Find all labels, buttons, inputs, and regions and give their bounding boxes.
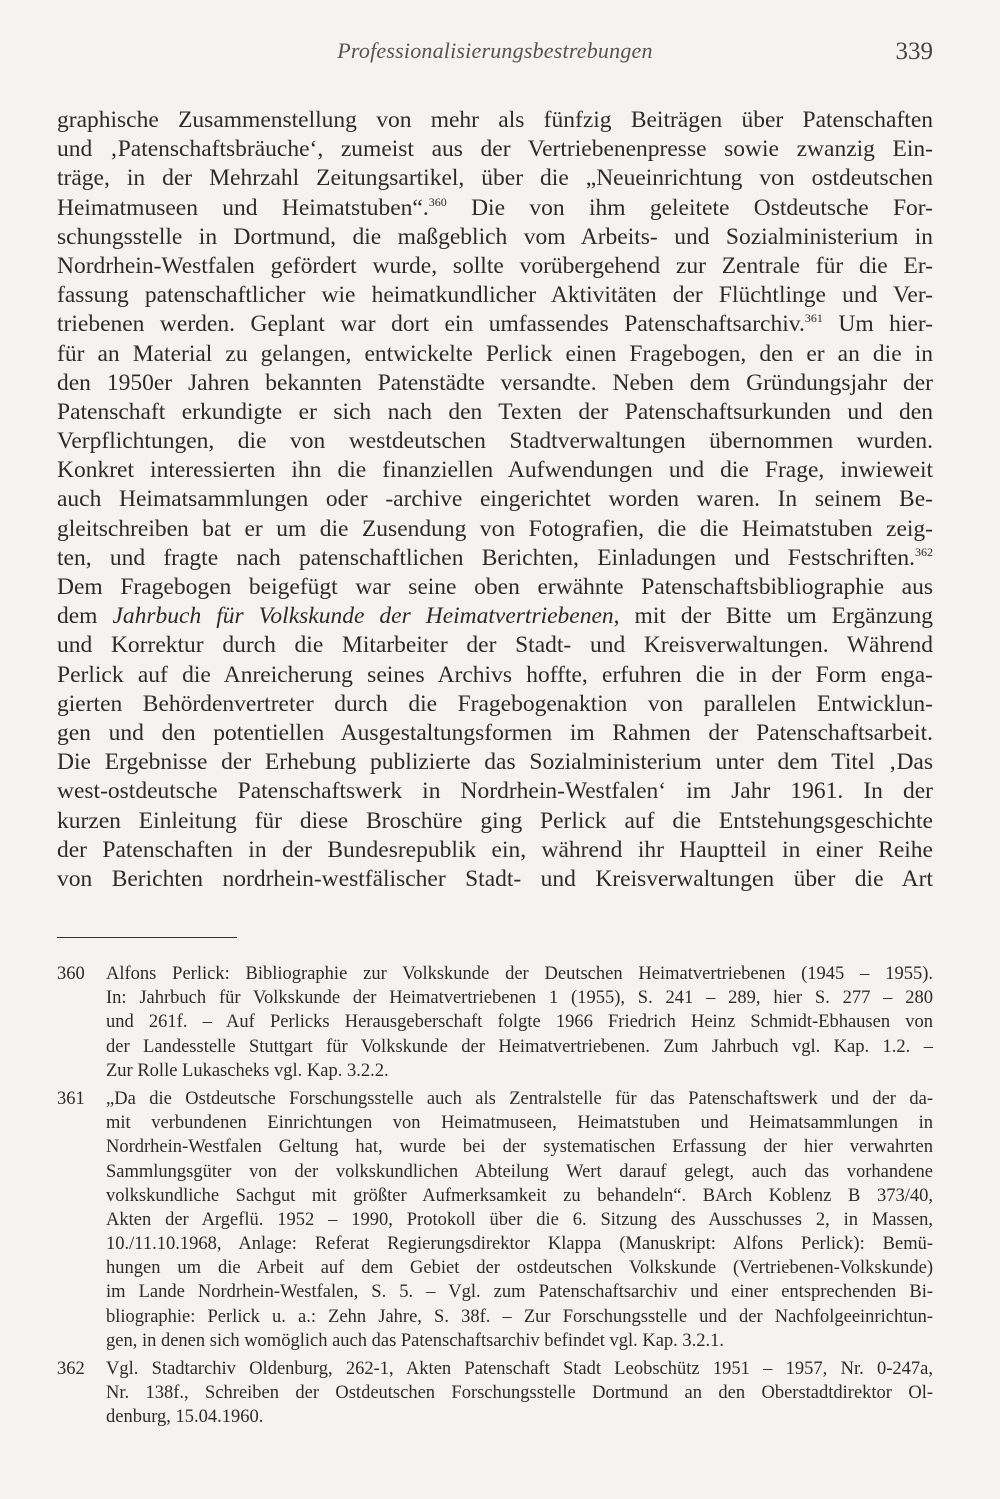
text-segment: Um hier- [838, 311, 933, 338]
page-number: 339 [895, 38, 933, 65]
text-line: Patenschaft erkundigte er sich nach den Texten der Patenschaftsurkunden und den [57, 398, 933, 425]
text-line: von Berichten nordrhein-westfälischer Stadt- und Kreisverwaltungen über die Art [57, 865, 933, 892]
footnote-line: Akten der Argeflü. 1952 – 1990, Protokoll über die 6. Sitzung des Ausschusses 2, in Massen, [106, 1209, 933, 1230]
footnote-line: im Lande Nordrhein-Westfalen, S. 5. – Vgl. zum Patenschaftsarchiv und einer entsprechenden Bi- [106, 1282, 933, 1303]
text-line: gleitschreiben bat er um die Zusendung von Fotografien, die die Heimatstuben zeig- [57, 515, 933, 542]
footnote-line: Nordrhein-Westfalen Geltung hat, wurde bei der systematischen Erfassung der hier verwahrten [106, 1137, 933, 1158]
footnote-line: gen, in denen sich womöglich auch das Patenschaftsarchiv befindet vgl. Kap. 3.2.1. [106, 1330, 725, 1351]
text-segment: triebenen werden. Geplant war dort ein umfassendes Patenschaftsarchiv. [57, 311, 805, 338]
running-header [57, 38, 933, 78]
footnote-line: Alfons Perlick: Bibliographie zur Volkskunde der Deutschen Heimatvertriebenen (1945 – 1955). [106, 964, 933, 984]
text-line: Dem Fragebogen beigefügt war seine oben erwähnte Patenschaftsbibliographie aus [57, 574, 933, 600]
footnote-line: hungen um die Arbeit auf dem Gebiet der ostdeutschen Volkskunde (Vertriebenen-Volkskunde) [106, 1258, 933, 1279]
text-line: fassung patenschaftlicher wie heimatkundlicher Aktivitäten der Flüchtlinge und Ver- [57, 282, 933, 309]
footnote-line: denburg, 15.04.1960. [106, 1407, 264, 1428]
text-line: auch Heimatsammlungen oder -archive eingerichtet worden waren. In seinem Be- [57, 486, 933, 513]
text-segment: Heimatmuseen und Heimatstuben“. [57, 194, 429, 221]
footnote-line: Zur Rolle Lukascheks vgl. Kap. 3.2.2. [106, 1060, 389, 1081]
footnotes [57, 962, 933, 1434]
footnote-360 [57, 962, 933, 1083]
text-segment: Die von ihm geleitete Ostdeutsche For- [471, 194, 933, 221]
text-segment: , mit der Bitte um Ergänzung [613, 603, 934, 630]
footnote-ref-362: 362 [915, 544, 933, 559]
text-line [57, 310, 933, 339]
text-line: den 1950er Jahren bekannten Patenstädte versandte. Neben dem Gründungsjahr der [57, 369, 933, 396]
footnote-361 [57, 1087, 933, 1353]
text-line: der Patenschaften in der Bundesrepublik ein, während ihr Hauptteil in einer Reihe [57, 836, 933, 863]
footnote-line: und 261f. – Auf Perlicks Herausgeberschaft folgte 1966 Friedrich Heinz Schmidt-Ebhausen von [106, 1012, 933, 1033]
footnote-line: „Da die Ostdeutsche Forschungsstelle auch als Zentralstelle für das Patenschaftswerk und der da- [106, 1088, 933, 1109]
main-text [57, 106, 933, 894]
footnote-line: mit verbundenen Einrichtungen von Heimatmuseen, Heimatstuben und Heimatsammlungen in [106, 1113, 933, 1134]
footnote-ref-361: 361 [804, 311, 823, 326]
journal-title: Jahrbuch für Volkskunde der Heimatvertriebenen [112, 603, 614, 630]
footnote-362 [57, 1357, 933, 1430]
text-line [57, 602, 933, 631]
footnote-ref-360: 360 [428, 194, 447, 209]
footnote-line: volkskundliche Sachgut mit größter Aufmerksamkeit zu behandeln“. BArch Koblenz B 373/40, [106, 1185, 933, 1206]
footnote-number: 362 [57, 1359, 85, 1379]
text-line: Perlick auf die Anreicherung seines Archivs hoffte, erfuhren die in der Form enga- [57, 661, 933, 688]
text-line: schungsstelle in Dortmund, die maßgeblich vom Arbeits- und Sozialministerium in [57, 223, 933, 250]
running-title: Professionalisierungsbestrebungen [337, 38, 653, 63]
footnote-line: Sammlungsgüter von der volkskundlichen Abteilung Wert darauf gelegt, auch das vorhandene [106, 1161, 933, 1182]
text-line: für an Material zu gelangen, entwickelte Perlick einen Fragebogen, den er an die in [57, 340, 933, 367]
text-line [57, 194, 933, 223]
text-line: träge, in der Mehrzahl Zeitungsartikel, über die „Neueinrichtung von ostdeutschen [57, 165, 933, 192]
text-line [57, 544, 933, 573]
footnote-line: 10./11.10.1968, Anlage: Referat Regierungsdirektor Klappa (Manuskript: Alfons Perlick): Bemü- [106, 1234, 933, 1255]
footnote-line: Vgl. Stadtarchiv Oldenburg, 262-1, Akten Patenschaft Stadt Leobschütz 1951 – 1957, Nr. 0-247a, [106, 1359, 933, 1379]
text-line: Nordrhein-Westfalen gefördert wurde, sollte vorübergehend zur Zentrale für die Er- [57, 252, 933, 279]
text-line: Verpflichtungen, die von westdeutschen Stadtverwaltungen übernommen wurden. [57, 428, 933, 455]
text-line: Konkret interessierten ihn die finanziellen Aufwendungen und die Frage, inwieweit [57, 457, 933, 484]
text-segment: dem [57, 603, 98, 630]
footnote-line: In: Jahrbuch für Volkskunde der Heimatvertriebenen 1 (1955), S. 241 – 289, hier S. 277 – 280 [106, 988, 933, 1009]
text-line: Die Ergebnisse der Erhebung publizierte das Sozialministerium unter dem Titel ‚Das [57, 749, 933, 776]
text-line: west-ostdeutsche Patenschaftswerk in Nordrhein-Westfalen‘ im Jahr 1961. In der [57, 778, 933, 805]
footnote-divider [57, 937, 237, 938]
text-line: gierten Behördenvertreter durch die Fragebogenaktion von parallelen Entwicklun- [57, 690, 933, 717]
text-segment: ten, und fragte nach patenschaftlichen Berichten, Einladungen und Festschriften. [57, 544, 915, 571]
footnote-number: 360 [57, 964, 85, 984]
footnote-line: Nr. 138f., Schreiben der Ostdeutschen Forschungsstelle Dortmund an den Oberstadtdirektor Ol- [106, 1383, 933, 1404]
footnote-number: 361 [57, 1088, 85, 1109]
text-line: graphische Zusammenstellung von mehr als fünfzig Beiträgen über Patenschaften [57, 107, 933, 133]
footnote-line: der Landesstelle Stuttgart für Volkskunde der Heimatvertriebenen. Zum Jahrbuch vgl. Kap. 1.2. – [106, 1036, 933, 1057]
text-line: kurzen Einleitung für diese Broschüre ging Perlick auf die Entstehungsgeschichte [57, 807, 933, 834]
footnote-line: bliographie: Perlick u. a.: Zehn Jahre, S. 38f. – Zur Forschungsstelle und der Nachfolgeeinrichtun- [106, 1306, 933, 1327]
text-line: und ‚Patenschaftsbräuche‘, zumeist aus der Vertriebenenpresse sowie zwanzig Ein- [57, 136, 933, 163]
text-line: gen und den potentiellen Ausgestaltungsformen im Rahmen der Patenschaftsarbeit. [57, 719, 933, 746]
text-line: und Korrektur durch die Mitarbeiter der Stadt- und Kreisverwaltungen. Während [57, 632, 933, 659]
